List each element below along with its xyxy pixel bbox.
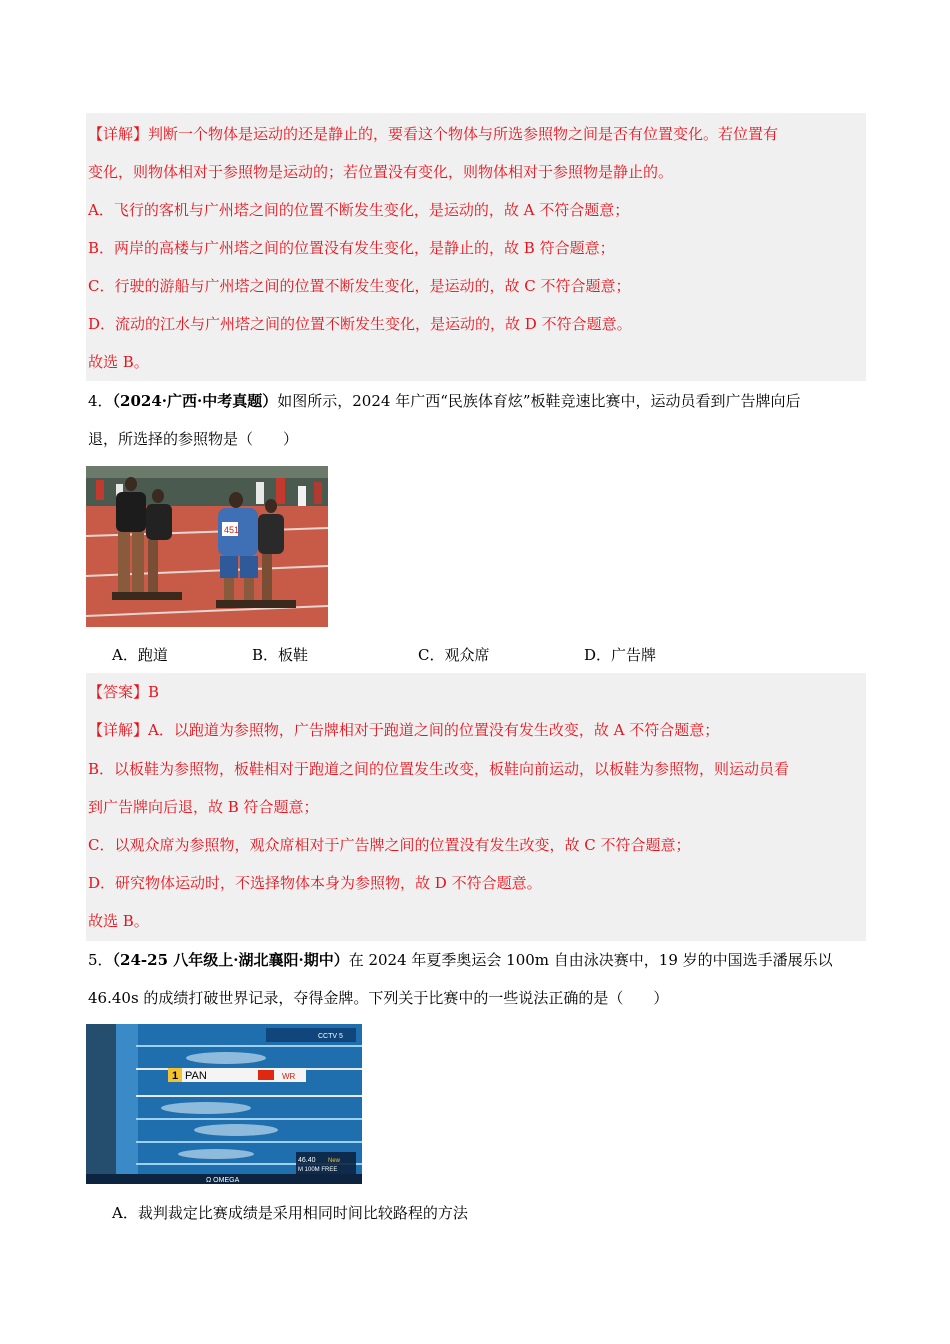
- explanation-line: 【详解】判断一个物体是运动的还是静止的，要看这个物体与所选参照物之间是否有位置变化。若位置有: [88, 125, 779, 143]
- question-text: 在 2024 年夏季奥运会 100m 自由泳决赛中，19 岁的中国选手潘展乐以: [348, 951, 833, 969]
- question-number: 4．: [88, 392, 113, 410]
- explanation-option-d: D．流动的江水与广州塔之间的位置不断发生变化，是运动的，故 D 不符合题意。: [88, 315, 632, 333]
- bib-number: 451: [224, 525, 240, 535]
- question-source: （24-25 八年级上·湖北襄阳·期中）: [112, 951, 349, 969]
- race-time: 46.40: [298, 1157, 316, 1164]
- swimming-final-photo: [86, 1024, 362, 1184]
- question-number: 5．: [88, 951, 113, 969]
- explanation-conclusion: 故选 B。: [88, 912, 149, 930]
- explanation-line: D．研究物体运动时，不选择物体本身为参照物，故 D 不符合题意。: [88, 874, 542, 892]
- board-shoe-race-photo: [86, 466, 328, 627]
- question-source: （2024·广西·中考真题）: [112, 392, 278, 410]
- timing-brand: Ω OMEGA: [206, 1177, 240, 1184]
- option-d[interactable]: D．广告牌: [584, 646, 657, 664]
- explanation-line: 【详解】A．以跑道为参照物，广告牌相对于跑道之间的位置没有发生改变，故 A 不符合题意；: [88, 721, 720, 739]
- explanation-line: 到广告牌向后退，故 B 符合题意；: [88, 798, 319, 816]
- option-b[interactable]: B．板鞋: [252, 646, 309, 664]
- explanation-option-b: B．两岸的高楼与广州塔之间的位置没有发生变化，是静止的，故 B 符合题意；: [88, 239, 615, 257]
- swimmer-name: PAN: [185, 1070, 207, 1082]
- explanation-line: B．以板鞋为参照物，板鞋相对于跑道之间的位置发生改变，板鞋向前运动，以板鞋为参照物，则运动员看: [88, 760, 790, 778]
- channel-logo: CCTV 5: [318, 1033, 343, 1040]
- explanation-conclusion: 故选 B。: [88, 353, 149, 371]
- option-a[interactable]: A．跑道: [112, 646, 168, 664]
- explanation-line: 变化，则物体相对于参照物是运动的；若位置没有变化，则物体相对于参照物是静止的。: [88, 163, 674, 181]
- explanation-option-a: A．飞行的客机与广州塔之间的位置不断发生变化，是运动的，故 A 不符合题意；: [88, 201, 630, 219]
- question-4-line-1: [88, 391, 801, 411]
- answer-label: 【答案】B: [88, 683, 160, 701]
- explanation-line: C．以观众席为参照物，观众席相对于广告牌之间的位置没有发生改变，故 C 不符合题意；: [88, 836, 691, 854]
- event-name: M 100M FREE: [298, 1167, 338, 1173]
- question-text: 如图所示，2024 年广西“民族体育炫”板鞋竞速比赛中，运动员看到广告牌向后: [277, 392, 801, 410]
- new-record-tag: New: [328, 1158, 341, 1164]
- question-5-line-2: 46.40s 的成绩打破世界记录，夺得金牌。下列关于比赛中的一些说法正确的是（ ）: [88, 989, 669, 1007]
- question-4-line-2: 退，所选择的参照物是（ ）: [88, 430, 299, 448]
- lane-number: 1: [172, 1070, 179, 1082]
- explanation-option-c: C．行驶的游船与广州塔之间的位置不断发生变化，是运动的，故 C 不符合题意；: [88, 277, 631, 295]
- option-a[interactable]: A．裁判裁定比赛成绩是采用相同时间比较路程的方法: [112, 1204, 468, 1222]
- question-5-line-1: [88, 950, 833, 970]
- world-record-tag: WR: [282, 1072, 296, 1081]
- option-c[interactable]: C．观众席: [418, 646, 490, 664]
